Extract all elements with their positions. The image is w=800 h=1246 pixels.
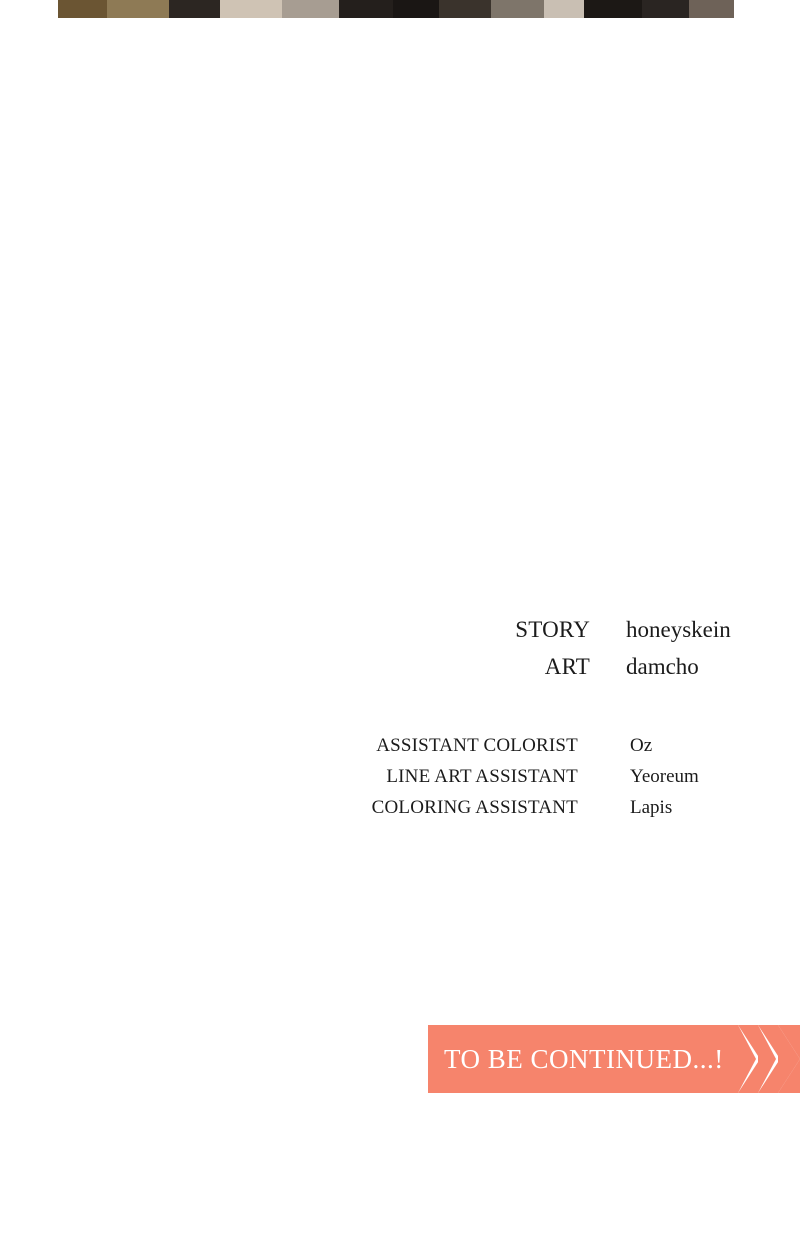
credit-role-label: ASSISTANT COLORIST <box>376 735 578 756</box>
credits-assistants <box>0 736 800 829</box>
credit-row <box>0 736 800 755</box>
credit-role-label: COLORING ASSISTANT <box>371 797 578 818</box>
credit-row <box>0 655 800 678</box>
panel-strip-segment <box>282 0 338 18</box>
credit-name-label: honeyskein <box>626 617 731 642</box>
panel-strip-segment <box>642 0 689 18</box>
panel-strip-segment <box>339 0 394 18</box>
credit-name-label: Yeoreum <box>630 766 699 787</box>
panel-strip-segment <box>0 0 58 18</box>
credit-row <box>0 767 800 786</box>
credit-name-label: damcho <box>626 654 699 679</box>
credit-role-label: LINE ART ASSISTANT <box>386 766 578 787</box>
panel-strip-segment <box>734 0 800 18</box>
credit-row <box>0 618 800 641</box>
panel-strip-segment <box>491 0 544 18</box>
credit-role-label: STORY <box>515 617 590 642</box>
panel-strip-segment <box>220 0 282 18</box>
panel-strip <box>0 0 800 18</box>
double-chevron-right-icon <box>740 1025 800 1093</box>
panel-strip-segment <box>584 0 642 18</box>
panel-strip-segment <box>58 0 107 18</box>
panel-strip-segment <box>439 0 492 18</box>
panel-strip-segment <box>689 0 734 18</box>
credit-role-label: ART <box>544 654 590 679</box>
panel-strip-segment <box>107 0 169 18</box>
panel-strip-segment <box>393 0 438 18</box>
credits-main <box>0 618 800 692</box>
credit-name-label: Oz <box>630 735 653 756</box>
panel-strip-segment <box>169 0 220 18</box>
credit-name-label: Lapis <box>630 797 673 818</box>
panel-strip-segment <box>544 0 584 18</box>
to-be-continued-label: TO BE CONTINUED...! <box>444 1043 724 1074</box>
to-be-continued-banner <box>428 1025 800 1093</box>
to-be-continued-body <box>428 1025 740 1093</box>
credit-row <box>0 798 800 817</box>
